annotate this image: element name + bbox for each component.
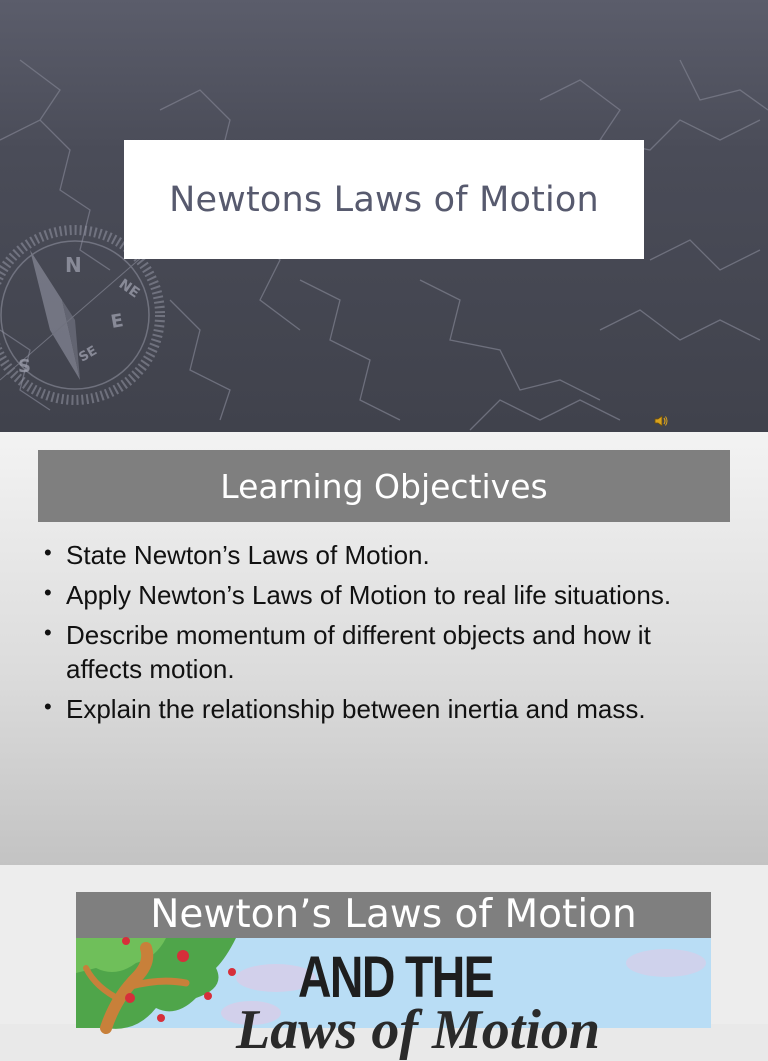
compass-letter-e: E: [109, 310, 125, 333]
title-box: [124, 140, 644, 259]
poster-subheading: Laws of Motion: [236, 999, 601, 1061]
poster-heading: AND THE: [298, 945, 494, 1010]
bullet-icon: •: [44, 694, 52, 719]
compass-letter-se: SE: [76, 343, 100, 366]
objectives-slide: [0, 432, 768, 865]
laws-title: Newton’s Laws of Motion: [150, 892, 637, 937]
objectives-list: [42, 538, 732, 732]
list-item: [42, 618, 732, 686]
speaker-icon[interactable]: [653, 413, 669, 429]
laws-poster-image: [76, 938, 711, 1061]
compass-letter-s: S: [18, 356, 31, 377]
list-item: [42, 692, 732, 726]
objective-text: Explain the relationship between inertia and mass.: [66, 694, 646, 724]
title-slide: [0, 0, 768, 432]
list-item: [42, 578, 732, 612]
bullet-icon: •: [44, 580, 52, 605]
objectives-title: Learning Objectives: [220, 466, 548, 506]
list-item: [42, 538, 732, 572]
bullet-icon: •: [44, 540, 52, 565]
slide-title: Newtons Laws of Motion: [169, 179, 599, 220]
objectives-header: [38, 450, 730, 522]
laws-header: [76, 892, 711, 938]
compass-letter-n: N: [65, 253, 82, 277]
objective-text: State Newton’s Laws of Motion.: [66, 540, 430, 570]
laws-slide: [0, 865, 768, 1061]
objective-text: Apply Newton’s Laws of Motion to real life situations.: [66, 580, 672, 610]
compass-letter-ne: NE: [115, 276, 143, 302]
bullet-icon: •: [44, 620, 52, 645]
objective-text: Describe momentum of different objects and how it affects motion.: [66, 620, 651, 684]
